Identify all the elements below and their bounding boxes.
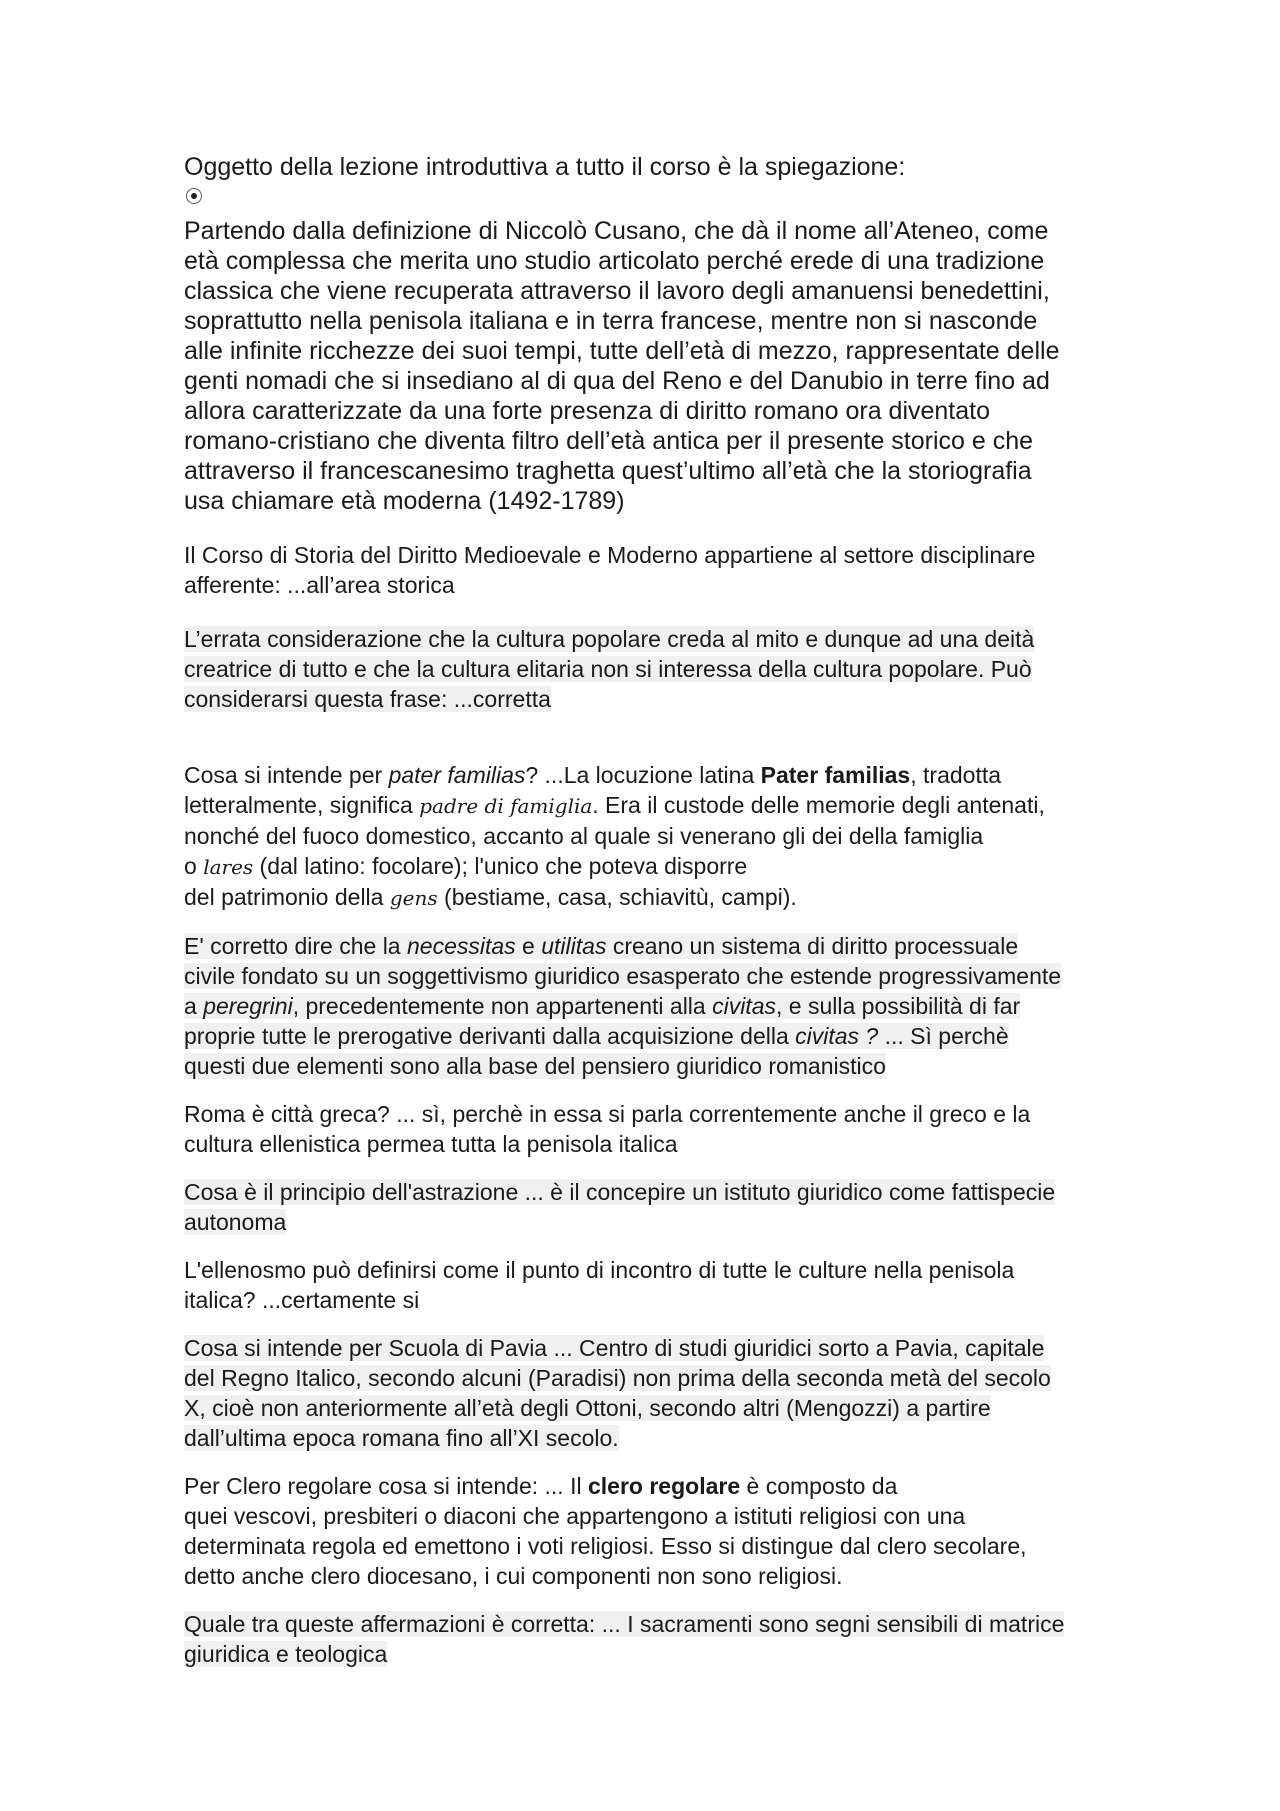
intro-answer: Partendo dalla definizione di Niccolò Cusano, che dà il nome all’Ateneo, come età complessa che merita uno studio articolato perché erede di una tradizione classica che viene recuperata attraverso il lavoro degli amanuensi benedettini, soprattutto nella penisola italiana e in terra francese, mentre non si nasconde alle infinite ricchezze dei suoi tempi, tutte dell’età di mezzo, rappresentate delle genti nomadi che si insediano al di qua del Reno e del Danubio in terre fino ad allora caratterizzate da una forte presenza di diritto romano ora diventato romano-cristiano che diventa filtro dell’età antica per il presente storico e che attraverso il francescanesimo traghetta quest’ultimo all’età che la storiografia usa chiamare età moderna (1492-1789) — [184, 217, 1060, 515]
qa-roma: Roma è città greca? ... sì, perchè in essa si parla correntemente anche il greco e la cultura ellenistica permea tutta la penisola italica — [184, 1101, 1031, 1157]
qa-sacramenti: Quale tra queste affermazioni è corretta: ... I sacramenti sono segni sensibili di matrice giuridica e teologica — [184, 1611, 1065, 1667]
intro-heading: Oggetto della lezione introduttiva a tutto il corso è la spiegazione: — [184, 153, 906, 181]
qa-cultura: L’errata considerazione che la cultura popolare creda al mito e dunque ad una deità creatrice di tutto e che la cultura elitaria non si interessa della cultura popolare. Può considerarsi questa frase: ...corretta — [184, 626, 1035, 712]
radio-icon-row — [184, 186, 1114, 212]
radio-button-icon[interactable] — [186, 188, 202, 204]
qa-pater-familias: Cosa si intende per pater familias? ...La locuzione latina Pater familias, tradotta letteralmente, significa padre di famiglia. Era il custode delle memorie degli antenati, nonché del fuoco domestico, accanto al quale si venerano gli dei della famiglia o lares (dal latino: focolare); l'unico che poteva disporre del patrimonio della gens (bestiame, casa, schiavitù, campi). — [184, 762, 1045, 910]
document-content — [184, 152, 1114, 1669]
qa-pavia: Cosa si intende per Scuola di Pavia ... Centro di studi giuridici sorto a Pavia, capitale del Regno Italico, secondo alcuni (Paradisi) non prima della seconda metà del secolo X, cioè non anteriormente all’età degli Ottoni, secondo altri (Mengozzi) a partire dall’ultima epoca romana fino all’XI secolo. — [184, 1335, 1051, 1451]
qa-settore: Il Corso di Storia del Diritto Medioevale e Moderno appartiene al settore disciplinare afferente: ...all’area storica — [184, 542, 1036, 598]
qa-clero: Per Clero regolare cosa si intende: ... Il clero regolare è composto da quei vescovi, presbiteri o diaconi che appartengono a istituti religiosi con una determinata regola ed emettono i voti religiosi. Esso si distingue dal clero secolare, detto anche clero diocesano, i cui componenti non sono religiosi. — [184, 1473, 1027, 1589]
qa-necessitas: E' corretto dire che la necessitas e utilitas creano un sistema di diritto processuale civile fondato su un soggettivismo giuridico esasperato che estende progressivamente a peregrini, precedentemente non appartenenti alla civitas, e sulla possibilità di far proprie tutte le prerogative derivanti dalla acquisizione della civitas ? ... Sì perchè questi due elementi sono alla base del pensiero giuridico romanistico — [184, 933, 1062, 1079]
qa-ellenismo: L'ellenosmo può definirsi come il punto di incontro di tutte le culture nella penisola italica? ...certamente si — [184, 1257, 1015, 1313]
qa-astrazione: Cosa è il principio dell'astrazione ... è il concepire un istituto giuridico come fattispecie autonoma — [184, 1179, 1056, 1235]
